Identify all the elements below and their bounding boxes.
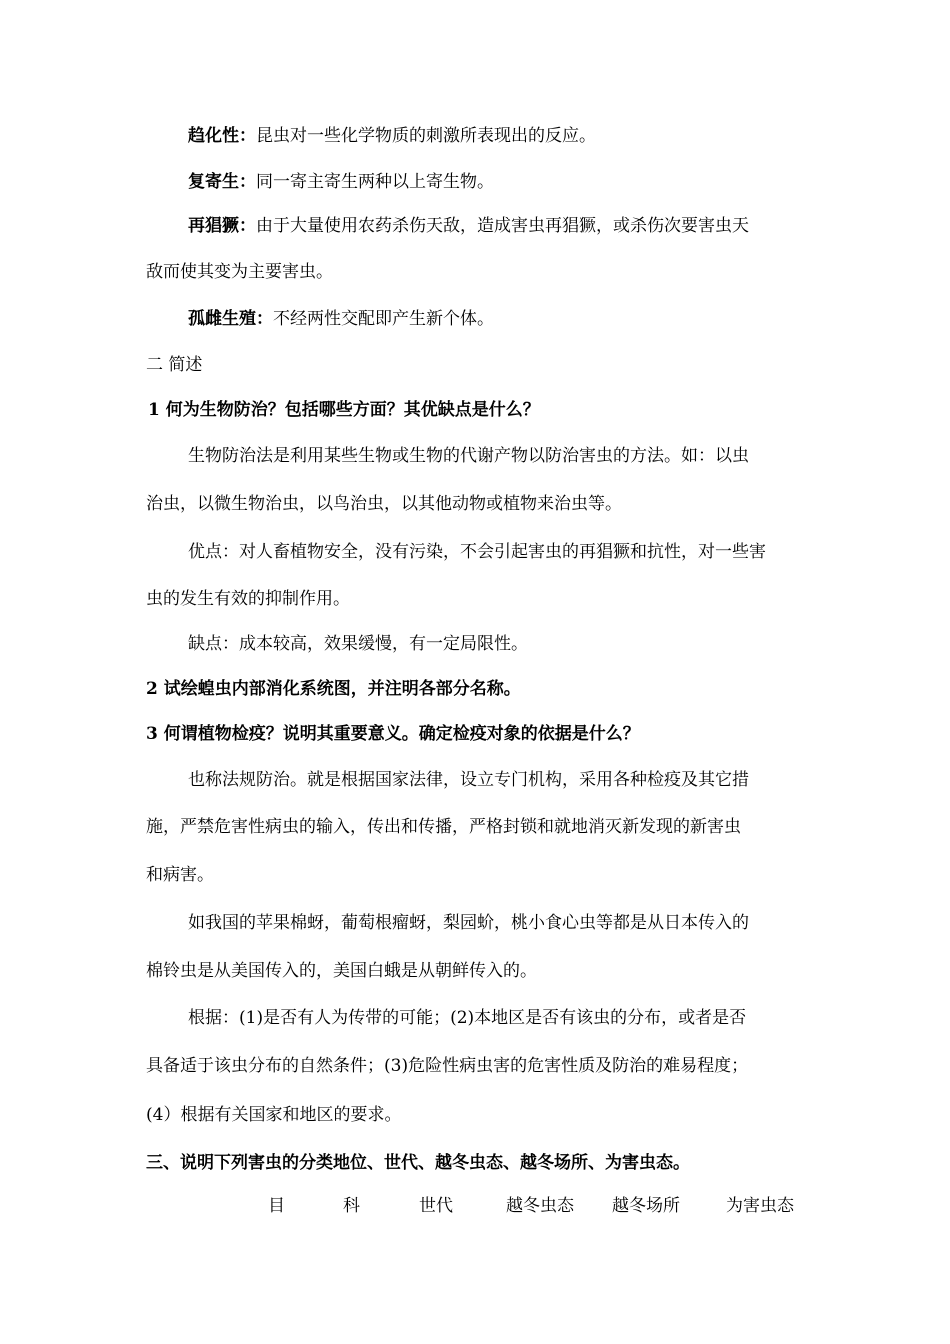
q3-paragraph-2: 如我国的苹果棉蚜，葡萄根瘤蚜，梨园蚧，桃小食心虫等都是从日本传入的: [188, 913, 749, 933]
q3-paragraph-1: 也称法规防治。就是根据国家法律，设立专门机构，采用各种检疫及其它措: [188, 770, 749, 790]
section3-title: 三、说明下列害虫的分类地位、世代、越冬虫态、越冬场所、为害虫态。: [146, 1153, 690, 1173]
q1-disadvantages: 缺点：成本较高，效果缓慢，有一定局限性。: [188, 634, 528, 654]
term-resurgence-cont: 敌而使其变为主要害虫。: [146, 262, 333, 282]
q3-paragraph-3-cont: 具备适于该虫分布的自然条件；(3)危险性病虫害的危害性质及防治的难易程度；: [146, 1056, 749, 1076]
term-resurgence: [188, 214, 749, 238]
term-parthenogenesis: [188, 307, 494, 331]
question-3: 3 何谓植物检疫？说明其重要意义。确定检疫对象的依据是什么？: [146, 724, 640, 744]
term-definition: 同一寄主寄生两种以上寄生物。: [256, 172, 494, 192]
header-overwinter-site: 越冬场所: [612, 1196, 680, 1216]
q3-paragraph-1-cont: 施，严禁危害性病虫的输入，传出和传播，严格封锁和就地消灭新发现的新害虫: [146, 817, 741, 837]
q3-paragraph-1-end: 和病害。: [146, 865, 214, 885]
q1-paragraph-1-cont: 治虫，以微生物治虫，以鸟治虫，以其他动物或植物来治虫等。: [146, 494, 622, 514]
q3-paragraph-2-cont: 棉铃虫是从美国传入的，美国白蛾是从朝鲜传入的。: [146, 961, 537, 981]
term-chemotaxis: [188, 124, 596, 148]
q3-paragraph-3: 根据：(1)是否有人为传带的可能；(2)本地区是否有该虫的分布，或者是否: [188, 1008, 747, 1028]
term-label: 再猖獗：: [188, 216, 256, 236]
q3-paragraph-3-end: (4）根据有关国家和地区的要求。: [146, 1105, 402, 1125]
q1-advantages-cont: 虫的发生有效的抑制作用。: [146, 589, 350, 609]
header-order: 目: [268, 1196, 285, 1216]
question-1: 1 何为生物防治？包括哪些方面？其优缺点是什么？: [148, 400, 540, 420]
header-generation: 世代: [419, 1196, 453, 1216]
section2-title: 二 简述: [146, 355, 203, 375]
q1-advantages: 优点：对人畜植物安全，没有污染，不会引起害虫的再猖獗和抗性，对一些害: [188, 542, 766, 562]
term-definition: 不经两性交配即产生新个体。: [273, 309, 494, 329]
header-overwinter-stage: 越冬虫态: [506, 1196, 574, 1216]
term-label: 孤雌生殖：: [188, 309, 273, 329]
header-damage-stage: 为害虫态: [726, 1196, 794, 1216]
term-definition: 昆虫对一些化学物质的刺激所表现出的反应。: [256, 126, 596, 146]
term-label: 复寄生：: [188, 172, 256, 192]
header-family: 科: [343, 1196, 360, 1216]
term-definition: 由于大量使用农药杀伤天敌，造成害虫再猖獗，或杀伤次要害虫天: [256, 216, 749, 236]
term-label: 趋化性：: [188, 126, 256, 146]
question-2: 2 试绘蝗虫内部消化系统图，并注明各部分名称。: [146, 679, 521, 699]
term-hyperparasitism: [188, 170, 494, 194]
q1-paragraph-1: 生物防治法是利用某些生物或生物的代谢产物以防治害虫的方法。如：以虫: [188, 446, 749, 466]
